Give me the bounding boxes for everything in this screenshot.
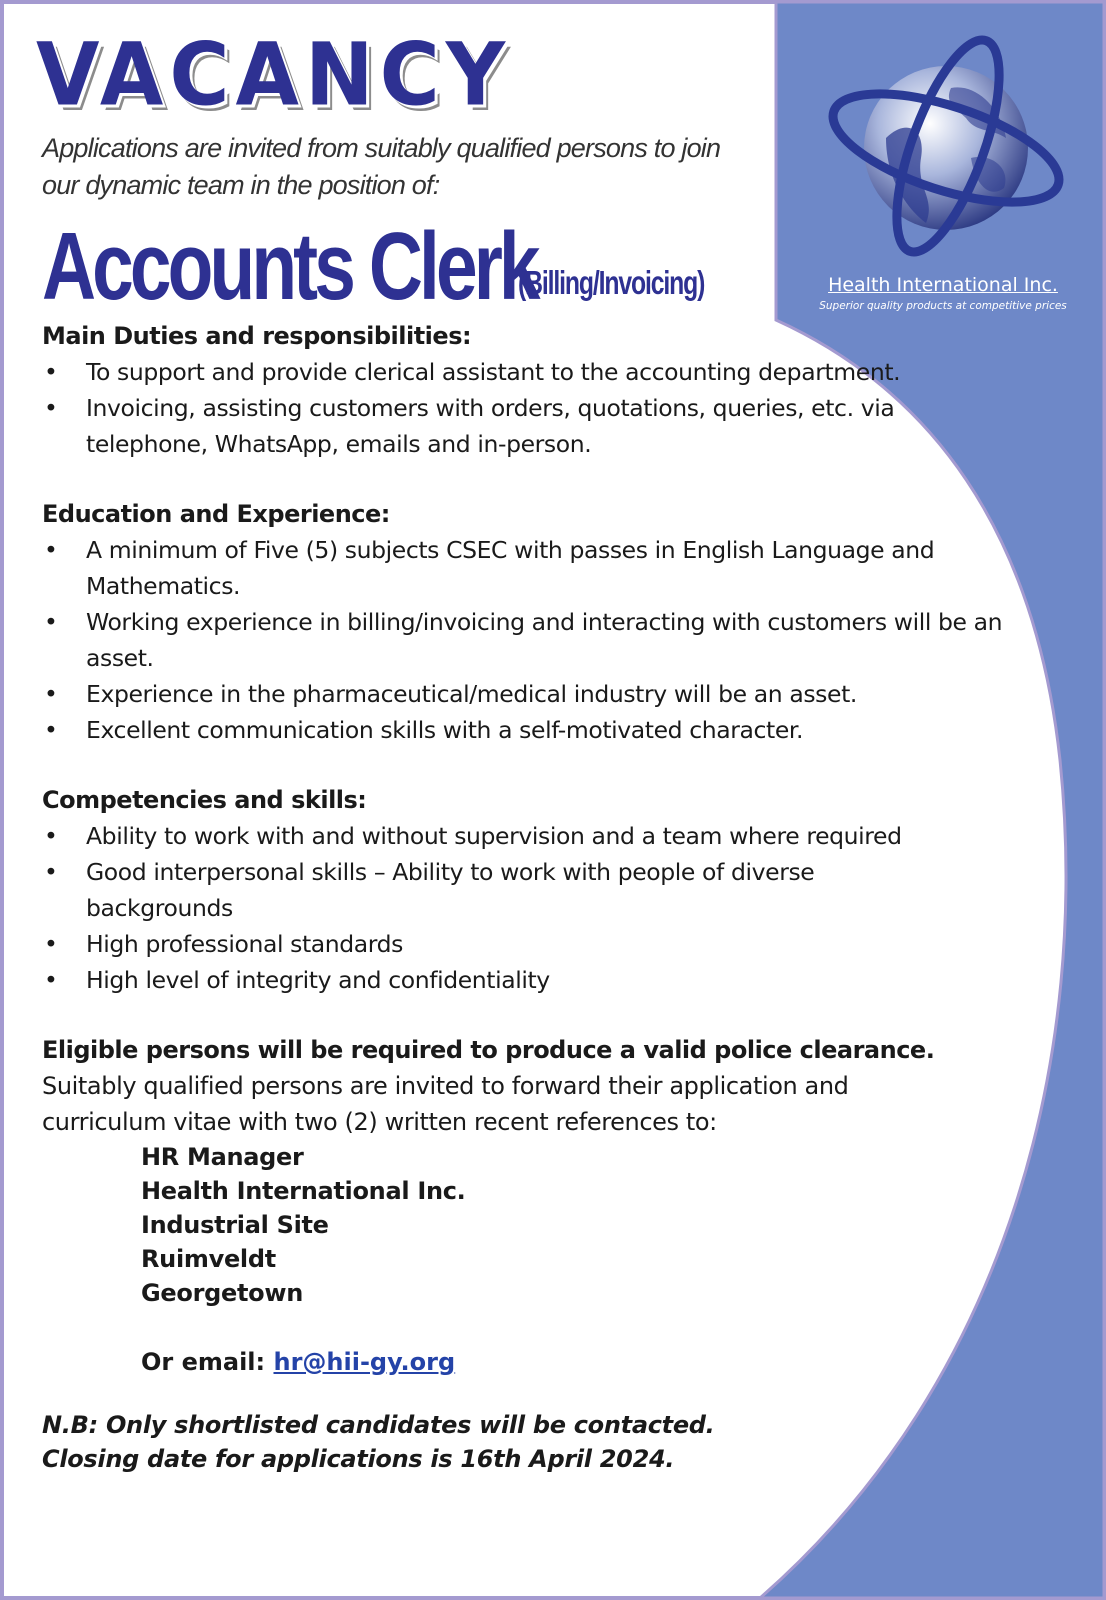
section-education bbox=[42, 496, 1032, 748]
main-content bbox=[42, 318, 1032, 1476]
list-item: • High level of integrity and confidentiality bbox=[42, 962, 966, 998]
list-item: • Good interpersonal skills – Ability to work with people of diverse backgrounds bbox=[42, 854, 966, 926]
address-line: Health International Inc. bbox=[141, 1177, 466, 1205]
position-title: Accounts Clerk bbox=[42, 213, 537, 320]
list-item: • Experience in the pharmaceutical/medical industry will be an asset. bbox=[42, 676, 1061, 712]
position-heading bbox=[42, 212, 705, 322]
email-label: Or email: bbox=[141, 1348, 266, 1376]
company-name: Health International Inc. bbox=[828, 274, 1058, 296]
section-heading: Education and Experience: bbox=[42, 500, 390, 528]
intro-text: Applications are invited from suitably qualified persons to join our dynamic team in the position of: bbox=[42, 133, 721, 200]
list-item: • Working experience in billing/invoicing and interacting with customers will be an asset. bbox=[42, 604, 1061, 676]
section-heading: Main Duties and responsibilities: bbox=[42, 322, 472, 350]
mailing-address bbox=[141, 1140, 1032, 1310]
address-line: HR Manager bbox=[141, 1143, 304, 1171]
address-line: Industrial Site bbox=[141, 1211, 329, 1239]
list-item: • Excellent communication skills with a self-motivated character. bbox=[42, 712, 1061, 748]
duties-list bbox=[42, 354, 1032, 462]
page-title: VACANCY bbox=[36, 25, 512, 126]
closing-date: Closing date for applications is 16th April 2024. bbox=[42, 1445, 675, 1473]
email-contact bbox=[141, 1344, 1032, 1380]
address-line: Georgetown bbox=[141, 1279, 303, 1307]
footnote bbox=[42, 1408, 1032, 1476]
list-item: • A minimum of Five (5) subjects CSEC with passes in English Language and Mathematics. bbox=[42, 532, 1036, 604]
globe-orbit-icon bbox=[826, 28, 1066, 260]
company-tagline: Superior quality products at competitive prices bbox=[819, 300, 1067, 312]
education-list bbox=[42, 532, 1032, 748]
list-item: • Ability to work with and without supervision and a team where required bbox=[42, 818, 966, 854]
list-item: • To support and provide clerical assistant to the accounting department. bbox=[42, 354, 916, 390]
shortlist-note: N.B: Only shortlisted candidates will be contacted. bbox=[42, 1411, 715, 1439]
email-link[interactable]: hr@hii-gy.org bbox=[273, 1348, 456, 1376]
competencies-list bbox=[42, 818, 1032, 998]
address-line: Ruimveldt bbox=[141, 1245, 276, 1273]
section-competencies bbox=[42, 782, 1032, 998]
list-item: • Invoicing, assisting customers with orders, quotations, queries, etc. via telephone, WhatsApp, emails and in-person. bbox=[42, 390, 966, 462]
position-subtitle: (Billing/Invoicing) bbox=[518, 264, 705, 301]
section-duties bbox=[42, 318, 1032, 462]
list-item: • High professional standards bbox=[42, 926, 966, 962]
police-clearance-notice: Eligible persons will be required to produce a valid police clearance. bbox=[42, 1036, 935, 1064]
section-heading: Competencies and skills: bbox=[42, 786, 367, 814]
application-instructions: Suitably qualified persons are invited to forward their application and curriculum vitae with two (2) written recent references to: bbox=[42, 1072, 849, 1136]
